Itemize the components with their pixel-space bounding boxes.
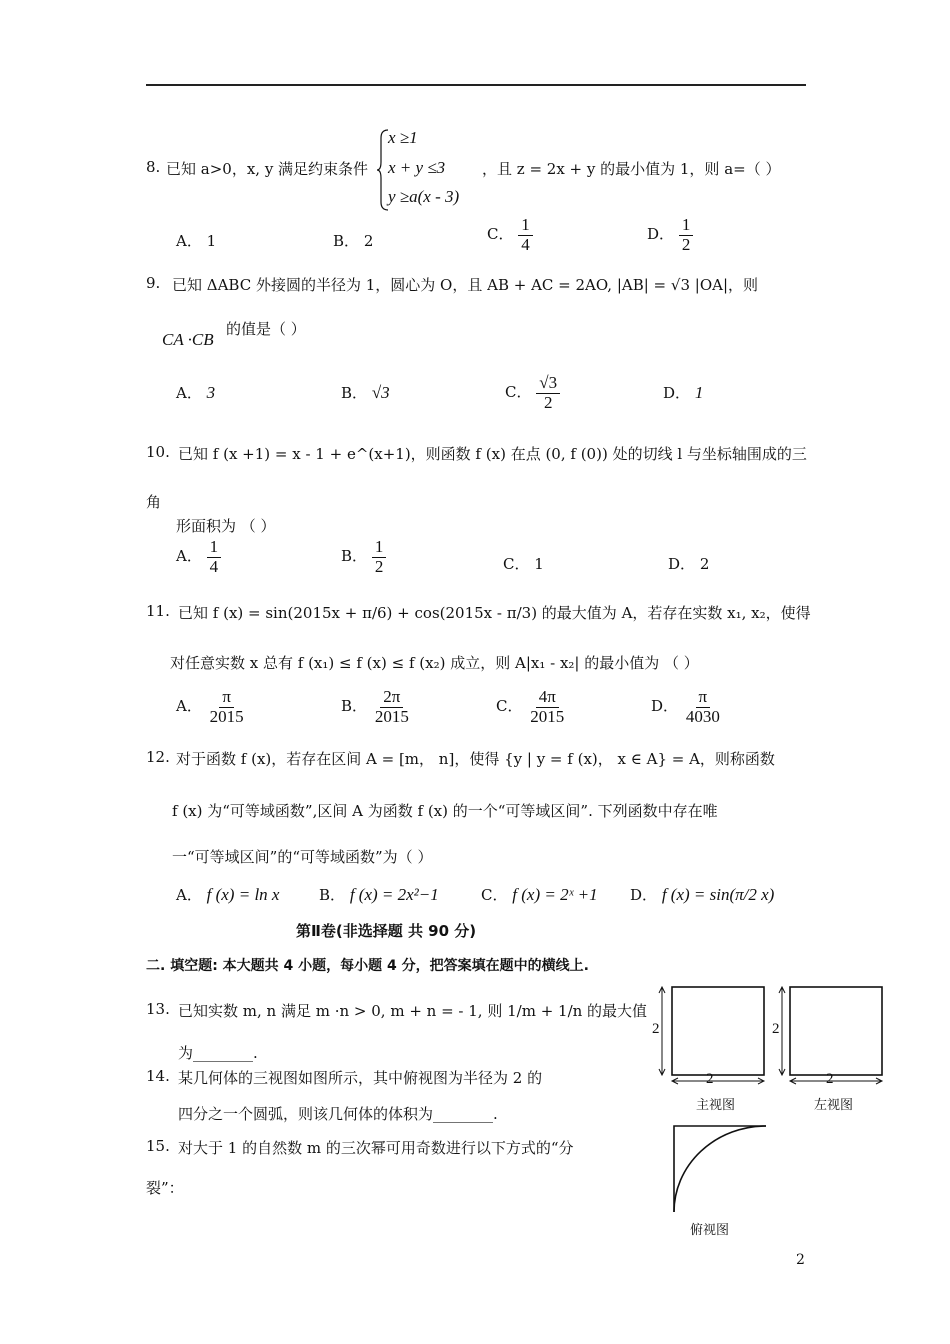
- side-view-caption: 左视图: [814, 1098, 854, 1113]
- q10-option-d: D． 2: [668, 555, 710, 573]
- q14-line1: 某几何体的三视图如图所示，其中俯视图为半径为 2 的: [178, 1069, 543, 1087]
- side-height-label: 2: [772, 1021, 780, 1037]
- q8-prefix: 已知 a>0，x, y 满足约束条件: [166, 160, 369, 178]
- q10-line3: 形面积为 （ ）: [176, 517, 276, 535]
- q8-option-a: A． 1: [176, 232, 217, 250]
- q15-number: 15.: [146, 1137, 170, 1155]
- section-2-title: 第Ⅱ卷(非选择题 共 90 分): [296, 922, 477, 940]
- q11-option-d: D． $\frac{\pi}{4030}$: [651, 687, 720, 726]
- q8-option-c: C． $\frac{1}{4}$: [487, 216, 533, 254]
- q9-math: CA ·CB: [162, 330, 214, 349]
- q10-option-c: C． 1: [503, 555, 544, 573]
- top-view: [674, 1126, 766, 1212]
- side-view: [779, 987, 882, 1084]
- q13-number: 13.: [146, 1000, 170, 1018]
- q8-option-b: B． 2: [333, 232, 374, 250]
- header-rule: [146, 84, 806, 86]
- q11-option-b: B． $\frac{2\pi}{2015}$: [341, 687, 409, 726]
- q10-line2: 角: [146, 493, 162, 511]
- q12-option-d: D． f (x) = sin(π/2 x): [630, 885, 775, 904]
- page-number: 2: [796, 1252, 805, 1268]
- side-width-label: 2: [826, 1071, 834, 1087]
- q10-option-a: A． $\frac{1}{4}$: [176, 538, 221, 576]
- fill-in-heading: 二. 填空题: 本大题共 4 小题，每小题 4 分，把答案填在题中的横线上.: [146, 958, 589, 974]
- q9-option-c: C． $\frac{√3}{2}$: [505, 374, 560, 412]
- q15-line1: 对大于 1 的自然数 m 的三次幂可用奇数进行以下方式的“分: [178, 1139, 574, 1157]
- q8-suffix: ，且 z = 2x + y 的最小值为 1，则 a=（ ）: [482, 160, 781, 178]
- q12-option-a: A． f (x) = ln x: [176, 885, 280, 904]
- top-view-caption: 俯视图: [690, 1223, 730, 1238]
- q9-line2: 的值是（ ）: [226, 320, 306, 338]
- q13-line2: 为________.: [178, 1044, 258, 1062]
- q11-line2: 对任意实数 x 总有 f (x₁) ≤ f (x) ≤ f (x₂) 成立，则 A|x₁ - x₂| 的最小值为 （ ）: [170, 654, 699, 672]
- q9-number: 9.: [146, 274, 161, 292]
- q11-line1: 已知 f (x) = sin(2015x + π/6) + cos(2015x - π/3) 的最大值为 A，若存在实数 x₁, x₂，使得: [178, 604, 811, 622]
- q8-constraint-1: x ≥1: [388, 128, 418, 147]
- q10-line1: 已知 f (x +1) = x - 1 + e^(x+1)，则函数 f (x) 在点 (0, f (0)) 处的切线 l 与坐标轴围成的三: [178, 445, 807, 463]
- q11-option-a: A． $\frac{\pi}{2015}$: [176, 687, 244, 726]
- front-view-caption: 主视图: [696, 1098, 736, 1113]
- q12-line1: 对于函数 f (x)，若存在区间 A = [m， n]，使得 {y | y = f (x)， x ∈ A} = A，则称函数: [176, 750, 775, 768]
- q10-option-b: B． $\frac{1}{2}$: [341, 538, 386, 576]
- q12-line2: f (x) 为“可等域函数”,区间 A 为函数 f (x) 的一个“可等域区间”. 下列函数中存在唯: [172, 802, 718, 820]
- q8-option-d: D． $\frac{1}{2}$: [647, 216, 693, 254]
- three-view-figure: [640, 980, 900, 1250]
- q9-option-b: B． √3: [341, 383, 390, 402]
- q9-option-d: D． 1: [663, 383, 704, 402]
- q14-line2: 四分之一个圆弧，则该几何体的体积为________.: [178, 1105, 498, 1123]
- q9-line1: 已知 ΔABC 外接圆的半径为 1，圆心为 O，且 AB + AC = 2AO, |AB| = √3 |OA|，则: [172, 276, 759, 294]
- q8-constraint-2: x + y ≤3: [388, 158, 446, 177]
- q13-text: 已知实数 m, n 满足 m ·n > 0, m + n = - 1, 则 1/m + 1/n 的最大值: [178, 1002, 648, 1020]
- q14-number: 14.: [146, 1067, 170, 1085]
- q12-line3: 一“可等域区间”的“可等域函数”为（ ）: [172, 848, 433, 866]
- q10-number: 10.: [146, 443, 170, 461]
- q15-line2: 裂”：: [146, 1179, 184, 1197]
- front-height-label: 2: [652, 1021, 660, 1037]
- q12-option-c: C． f (x) = 2ˣ +1: [481, 885, 598, 904]
- q12-option-b: B． f (x) = 2x²−1: [319, 885, 439, 904]
- front-view: [659, 987, 764, 1084]
- q12-number: 12.: [146, 748, 170, 766]
- q11-option-c: C． $\frac{4\pi}{2015}$: [496, 687, 565, 726]
- q8-constraint-3: y ≥a(x - 3): [388, 187, 460, 206]
- q9-option-a: A． 3: [176, 383, 216, 402]
- q11-number: 11.: [146, 602, 170, 620]
- front-width-label: 2: [706, 1071, 714, 1087]
- q8-number: 8.: [146, 158, 161, 176]
